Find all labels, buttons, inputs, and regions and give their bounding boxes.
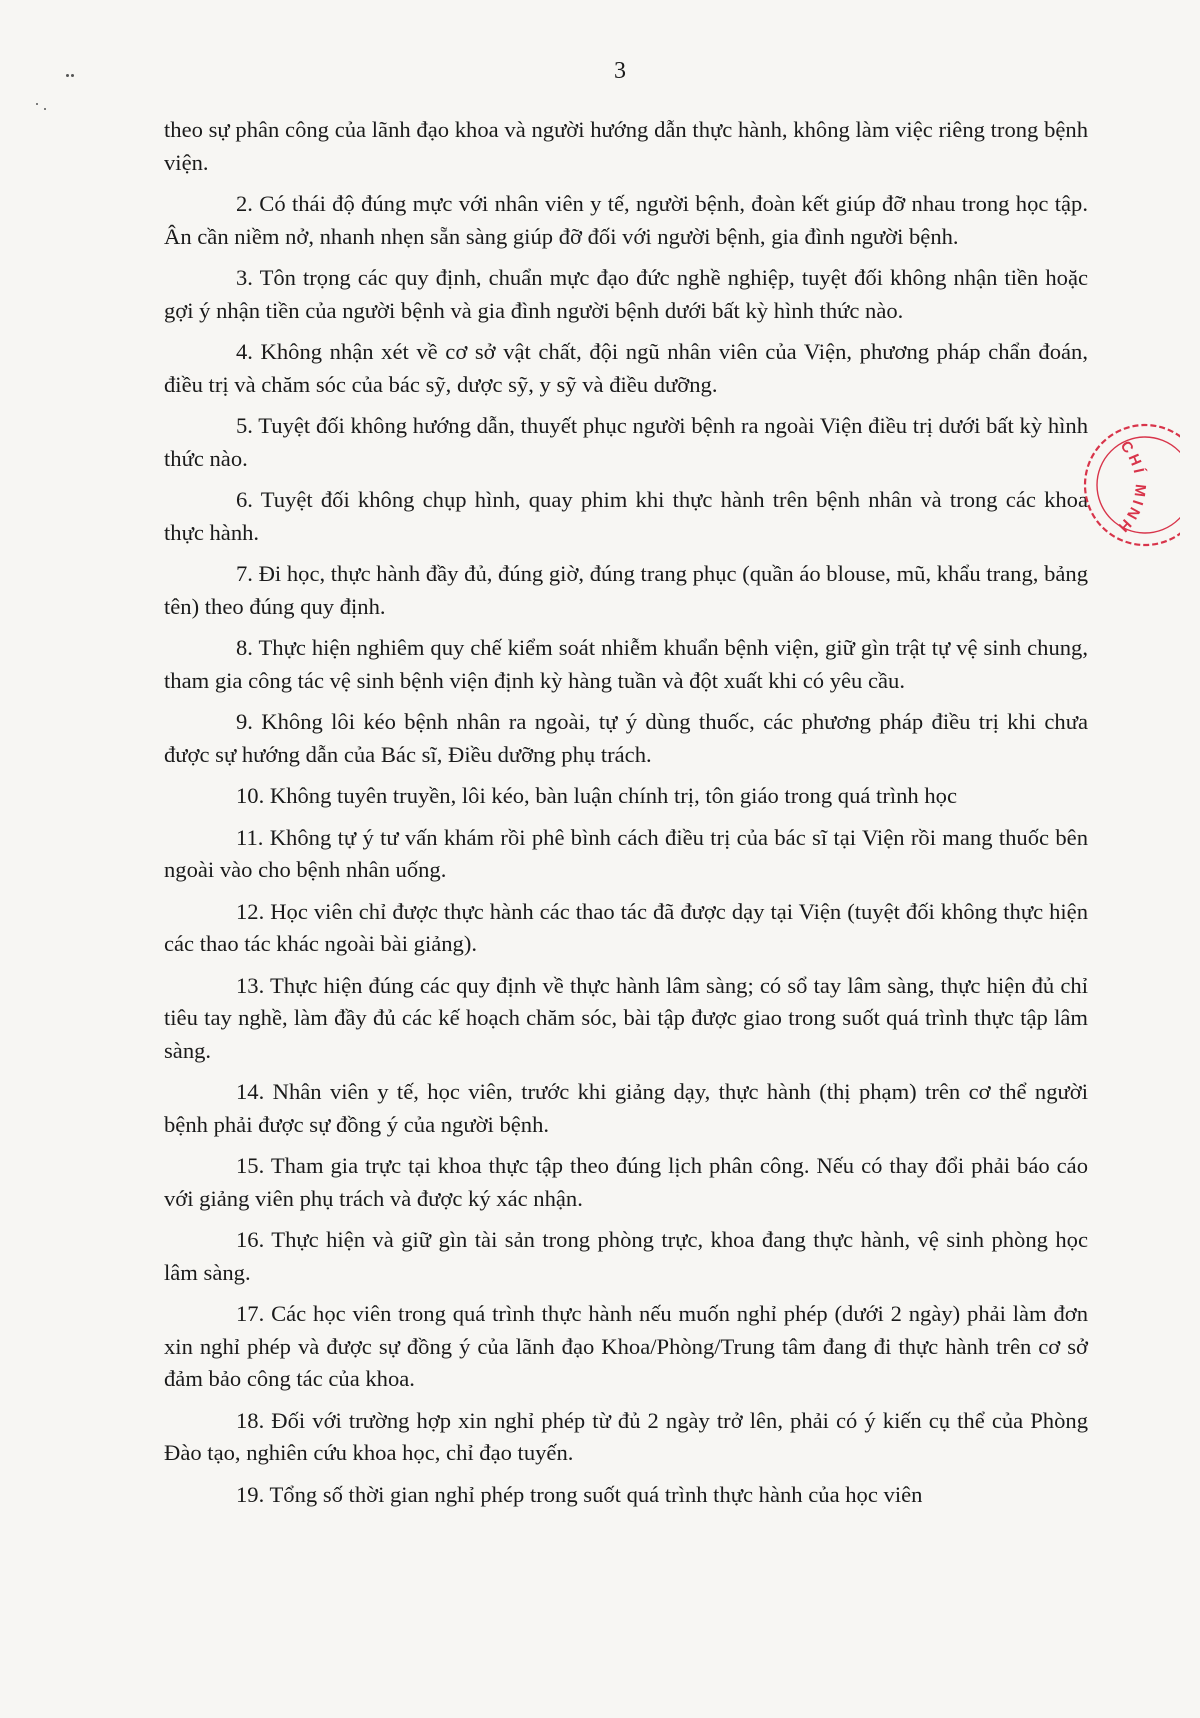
scan-speck [66,74,69,77]
svg-text:CHÍ MINH [1113,438,1149,538]
paragraph-item-8: 8. Thực hiện nghiêm quy chế kiểm soát nhiễm khuẩn bệnh viện, giữ gìn trật tự vệ sinh chung, tham gia công tác vệ sinh bệnh viện định kỳ hàng tuần và đột xuất khi có yêu cầu. [164,635,1088,693]
paragraph-item-14: 14. Nhân viên y tế, học viên, trước khi giảng dạy, thực hành (thị phạm) trên cơ thể người bệnh phải được sự đồng ý của người bệnh. [164,1079,1088,1137]
scan-speck [44,108,46,110]
paragraph-item-9: 9. Không lôi kéo bệnh nhân ra ngoài, tự ý dùng thuốc, các phương pháp điều trị khi chưa được sự hướng dẫn của Bác sĩ, Điều dưỡng phụ trách. [164,709,1088,767]
paragraph-item-3: 3. Tôn trọng các quy định, chuẩn mực đạo đức nghề nghiệp, tuyệt đối không nhận tiền hoặc gợi ý nhận tiền của người bệnh và gia đình người bệnh dưới bất kỳ hình thức nào. [164,265,1088,323]
paragraph-item-12: 12. Học viên chỉ được thực hành các thao tác đã được dạy tại Viện (tuyệt đối không thực hiện các thao tác khác ngoài bài giảng). [164,898,1088,956]
paragraph-item-19: 19. Tổng số thời gian nghỉ phép trong suốt quá trình thực hành của học viên [236,1481,923,1507]
paragraph-item-6: 6. Tuyệt đối không chụp hình, quay phim khi thực hành trên bệnh nhân và trong các khoa thực hành. [164,487,1088,545]
paragraph-item-13: 13. Thực hiện đúng các quy định về thực hành lâm sàng; có sổ tay lâm sàng, thực hiện đủ chỉ tiêu tay nghề, làm đầy đủ các kế hoạch chăm sóc, bài tập được giao trong suốt quá trình thực tập lâm sàng. [164,972,1088,1063]
paragraph-item-18: 18. Đối với trường hợp xin nghỉ phép từ đủ 2 ngày trở lên, phải có ý kiến cụ thể của Phòng Đào tạo, nghiên cứu khoa học, chỉ đạo tuyến. [164,1407,1088,1465]
scan-speck [71,74,74,77]
paragraph-item-10: 10. Không tuyên truyền, lôi kéo, bàn luận chính trị, tôn giáo trong quá trình học [236,783,957,808]
page-number: 3 [614,58,626,84]
paragraph-item-5: 5. Tuyệt đối không hướng dẫn, thuyết phục người bệnh ra ngoài Viện điều trị dưới bất kỳ hình thức nào. [164,413,1088,471]
paragraph-item-17: 17. Các học viên trong quá trình thực hành nếu muốn nghỉ phép (dưới 2 ngày) phải làm đơn xin nghỉ phép và được sự đồng ý của lãnh đạo Khoa/Phòng/Trung tâm đang đi thực hành trên cơ sở đảm bảo công tác của khoa. [164,1301,1088,1391]
seal-text: CHÍ MINH [1112,437,1149,538]
scan-speck [36,103,38,105]
paragraph-item-4: 4. Không nhận xét về cơ sở vật chất, đội ngũ nhân viên của Viện, phương pháp chẩn đoán, điều trị và chăm sóc của bác sỹ, dược sỹ, y sỹ và điều dưỡng. [164,339,1088,397]
paragraph-item-2: 2. Có thái độ đúng mực với nhân viên y tế, người bệnh, đoàn kết giúp đỡ nhau trong học tập. Ân cần niềm nở, nhanh nhẹn sẵn sàng giúp đỡ đối với người bệnh, gia đình người bệnh. [164,191,1088,249]
paragraph-item-7: 7. Đi học, thực hành đầy đủ, đúng giờ, đúng trang phục (quần áo blouse, mũ, khẩu trang, bảng tên) theo đúng quy định. [164,561,1088,619]
document-body [164,114,1088,1520]
paragraph-item-16: 16. Thực hiện và giữ gìn tài sản trong phòng trực, khoa đang thực hành, vệ sinh phòng học lâm sàng. [164,1227,1088,1285]
paragraph-item-11: 11. Không tự ý tư vấn khám rồi phê bình cách điều trị của bác sĩ tại Viện rồi mang thuốc bên ngoài vào cho bệnh nhân uống. [164,824,1088,882]
paragraph-item-15: 15. Tham gia trực tại khoa thực tập theo đúng lịch phân công. Nếu có thay đổi phải báo cáo với giảng viên phụ trách và được ký xác nhận. [164,1153,1088,1211]
paragraph-continuation: theo sự phân công của lãnh đạo khoa và người hướng dẫn thực hành, không làm việc riêng trong bệnh viện. [164,117,1088,175]
